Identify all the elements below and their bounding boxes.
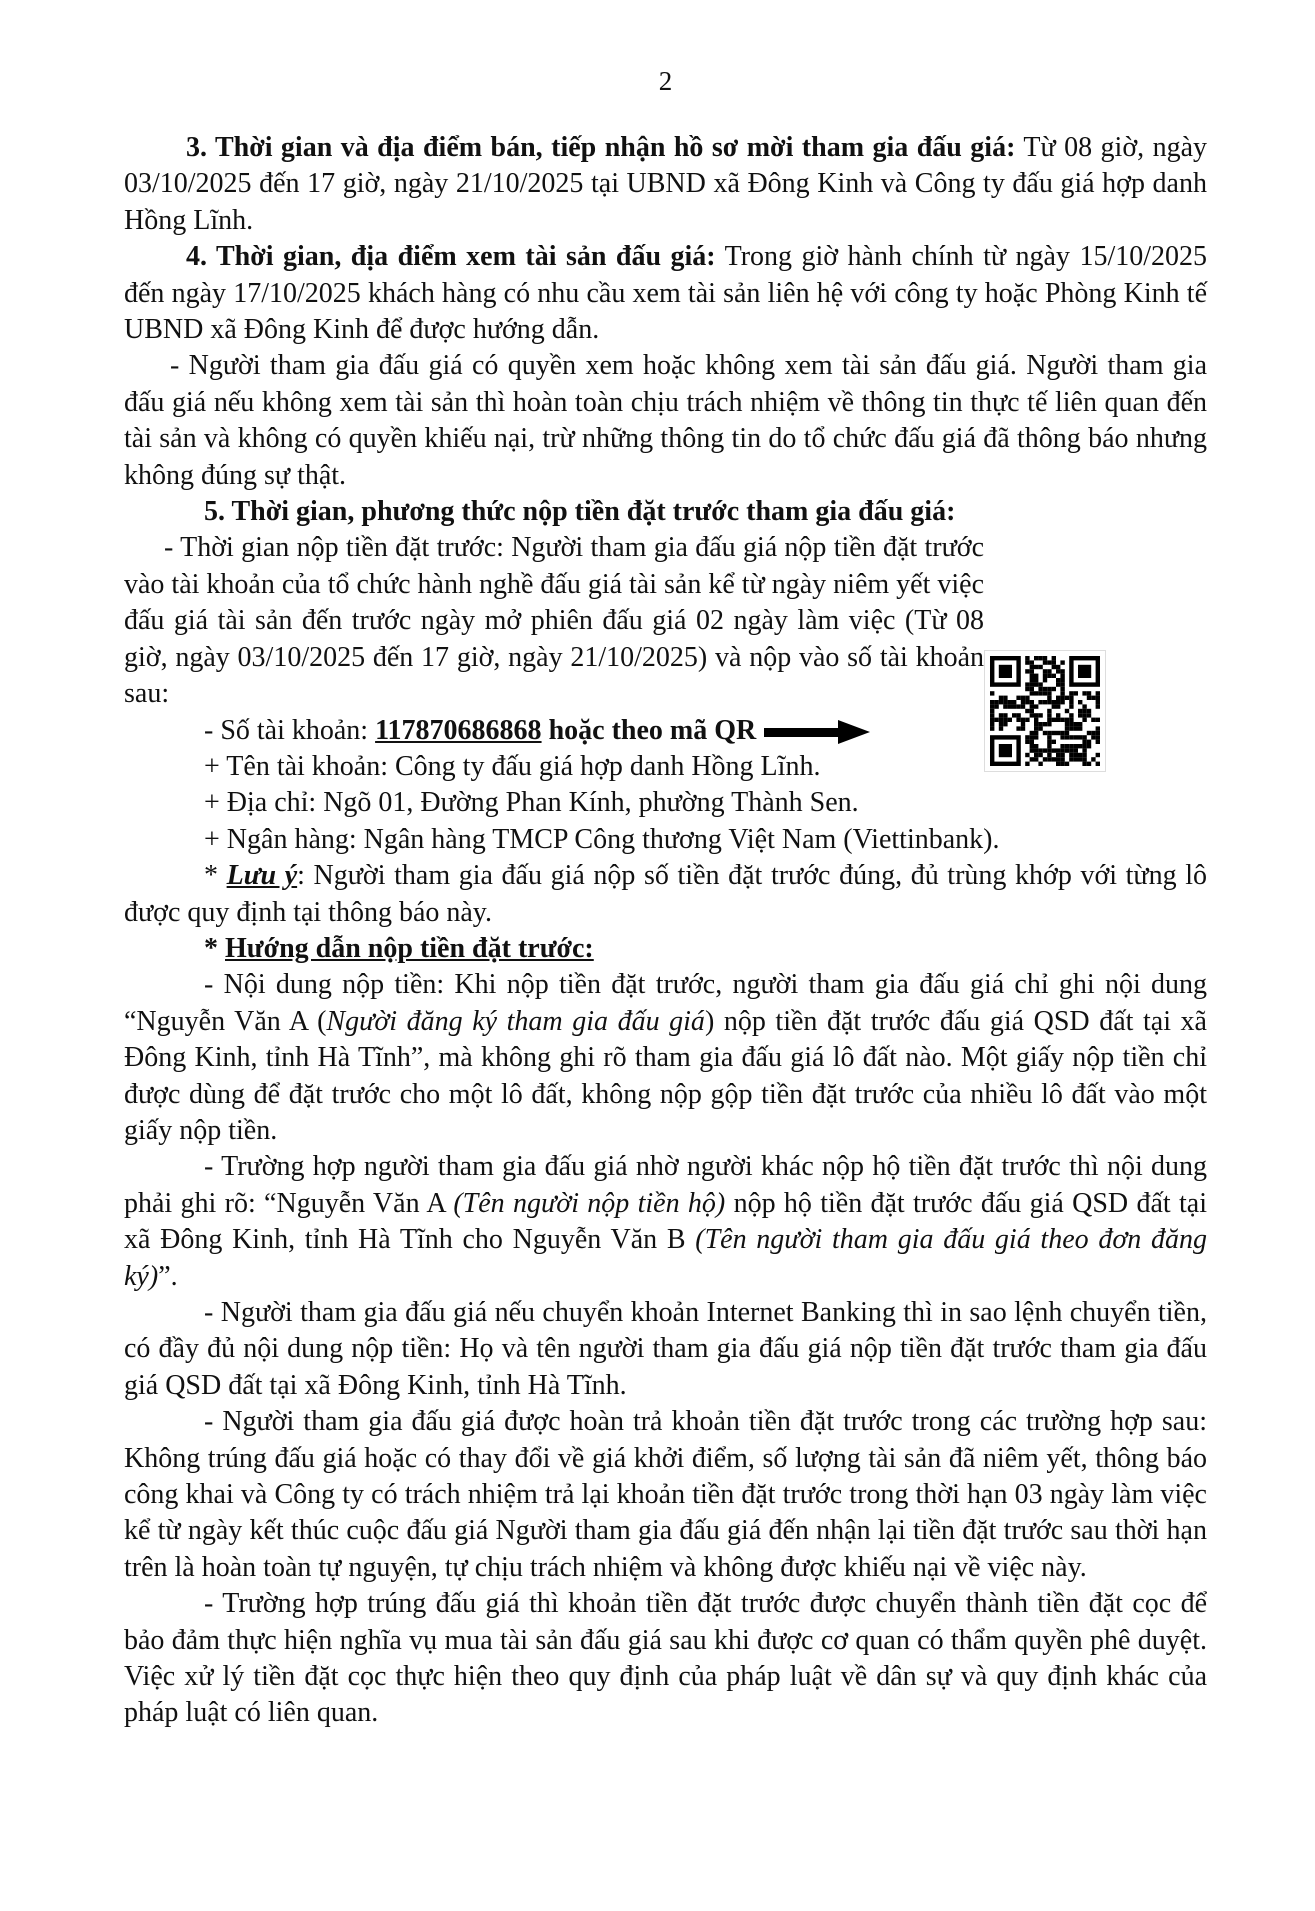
deposit-note-prefix: * bbox=[204, 860, 227, 892]
right-arrow-icon bbox=[764, 720, 870, 744]
guide-p2-italic-1: (Tên người nộp tiền hộ) bbox=[453, 1187, 726, 1219]
guide-heading-line bbox=[124, 931, 1207, 967]
section-3-text: Từ 08 giờ, ngày 03/10/2025 đến 17 giờ, ngày 21/10/2025 tại UBND xã Đông Kinh và Công ty đấu giá hợp danh Hồng Lĩnh. bbox=[124, 132, 1207, 236]
guide-paragraph-2 bbox=[124, 1149, 1207, 1295]
account-name: + Tên tài khoản: Công ty đấu giá hợp danh Hồng Lĩnh. bbox=[204, 750, 821, 782]
guide-paragraph-1 bbox=[124, 967, 1207, 1149]
guide-heading: Hướng dẫn nộp tiền đặt trước: bbox=[225, 932, 594, 964]
account-address: + Địa chỉ: Ngõ 01, Đường Phan Kính, phường Thành Sen. bbox=[204, 787, 859, 819]
qr-code-icon bbox=[984, 650, 1106, 772]
guide-p2-b: nộp hộ tiền đặt trước đấu giá QSD đất tại xã Đông Kinh, tỉnh Hà Tĩnh cho Nguyễn Văn B bbox=[124, 1187, 1207, 1256]
section-5-time-text: - Thời gian nộp tiền đặt trước: Người tham gia đấu giá nộp tiền đặt trước vào tài khoản của tổ chức hành nghề đấu giá tài sản kể từ ngày niêm yết việc đấu giá tài sản đến trước ngày mở phiên đấu giá 02 ngày làm việc (Từ 08 giờ, ngày 03/10/2025 đến 17 giờ, ngày 21/10/2025) và nộp vào số tài khoản sau: bbox=[124, 532, 984, 710]
deposit-note-text: : Người tham gia đấu giá nộp số tiền đặt trước đúng, đủ trùng khớp với từng lô được quy định tại thông báo này. bbox=[124, 860, 1207, 928]
section-3-heading: 3. Thời gian và địa điểm bán, tiếp nhận hồ sơ mời tham gia đấu giá: bbox=[186, 132, 1016, 163]
guide-p1-a: - Nội dung nộp tiền: Khi nộp tiền đặt trước, người tham gia đấu giá chỉ ghi nội dung “Nguyễn Văn A ( bbox=[124, 969, 1207, 1037]
deposit-note bbox=[124, 858, 1207, 931]
guide-p2-c: ”. bbox=[158, 1260, 178, 1292]
guide-prefix: * bbox=[204, 932, 225, 964]
guide-paragraph-3: - Người tham gia đấu giá nếu chuyển khoản Internet Banking thì in sao lệnh chuyển tiền, có đầy đủ nội dung nộp tiền: Họ và tên người tham gia đấu giá nộp tiền đặt trước tham gia đấu giá QSD đất tại xã Đông Kinh, tỉnh Hà Tĩnh. bbox=[124, 1297, 1207, 1401]
section-4-heading: 4. Thời gian, địa điểm xem tài sản đấu giá: bbox=[186, 241, 716, 273]
guide-paragraph-4: - Người tham gia đấu giá được hoàn trả khoản tiền đặt trước trong các trường hợp sau: Không trúng đấu giá hoặc có thay đổi về giá khởi điểm, số lượng tài sản đã niêm yết, thông báo công khai và Công ty có trách nhiệm trả lại khoản tiền đặt trước trong thời hạn 03 ngày làm việc kể từ ngày kết thúc cuộc đấu giá Người tham gia đấu giá đến nhận lại tiền đặt trước sau thời hạn trên là hoàn toàn tự nguyện, tự chịu trách nhiệm và không được khiếu nại về việc này. bbox=[124, 1406, 1207, 1583]
guide-p2-a: - Trường hợp người tham gia đấu giá nhờ người khác nộp hộ tiền đặt trước thì nội dung phải ghi rõ: “Nguyễn Văn A bbox=[124, 1151, 1207, 1219]
guide-p1-b: ) nộp tiền đặt trước đấu giá QSD đất tại xã Đông Kinh, tỉnh Hà Tĩnh”, mà không ghi rõ tham gia đấu giá lô đất nào. Một giấy nộp tiền chỉ được dùng để đặt trước cho một lô đất, không nộp gộp tiền đặt trước của nhiều lô đất vào một giấy nộp tiền. bbox=[124, 1005, 1207, 1146]
section-4 bbox=[124, 239, 1207, 348]
section-4-text: Trong giờ hành chính từ ngày 15/10/2025 đến ngày 17/10/2025 khách hàng có nhu cầu xem tài sản liên hệ với công ty hoặc Phòng Kinh tế UBND xã Đông Kinh để được hướng dẫn. bbox=[124, 241, 1207, 346]
section-3 bbox=[124, 130, 1207, 239]
section-5-heading: 5. Thời gian, phương thức nộp tiền đặt trước tham gia đấu giá: bbox=[204, 496, 956, 528]
account-bank: + Ngân hàng: Ngân hàng TMCP Công thương Việt Nam (Viettinbank). bbox=[204, 823, 1000, 855]
guide-p1-italic: Người đăng ký tham gia đấu giá bbox=[326, 1005, 705, 1037]
guide-p2-italic-2: (Tên người tham gia đấu giá theo đơn đăng ký) bbox=[124, 1224, 1207, 1292]
account-number: 117870686868 bbox=[375, 714, 542, 746]
section-4-note: - Người tham gia đấu giá có quyền xem hoặc không xem tài sản đấu giá. Người tham gia đấu giá nếu không xem tài sản thì hoàn toàn chịu trách nhiệm về thông tin thực tế liên quan đến tài sản và không có quyền khiếu nại, trừ những thông tin do tổ chức đấu giá đã thông báo nhưng không đúng sự thật. bbox=[124, 350, 1207, 491]
deposit-note-label: Lưu ý bbox=[226, 860, 298, 892]
account-qr-text: hoặc theo mã QR bbox=[541, 714, 757, 746]
qr-code-graphic bbox=[985, 651, 1105, 771]
guide-paragraph-5: - Trường hợp trúng đấu giá thì khoản tiền đặt trước được chuyển thành tiền đặt cọc để bảo đảm thực hiện nghĩa vụ mua tài sản đấu giá sau khi được cơ quan có thẩm quyền phê duyệt. Việc xử lý tiền đặt cọc thực hiện theo quy định của pháp luật về dân sự và quy định khác của pháp luật có liên quan. bbox=[124, 1588, 1207, 1729]
account-label: - Số tài khoản: bbox=[204, 714, 376, 746]
page-number: 2 bbox=[658, 66, 673, 96]
section-5-heading-line bbox=[124, 494, 1207, 530]
